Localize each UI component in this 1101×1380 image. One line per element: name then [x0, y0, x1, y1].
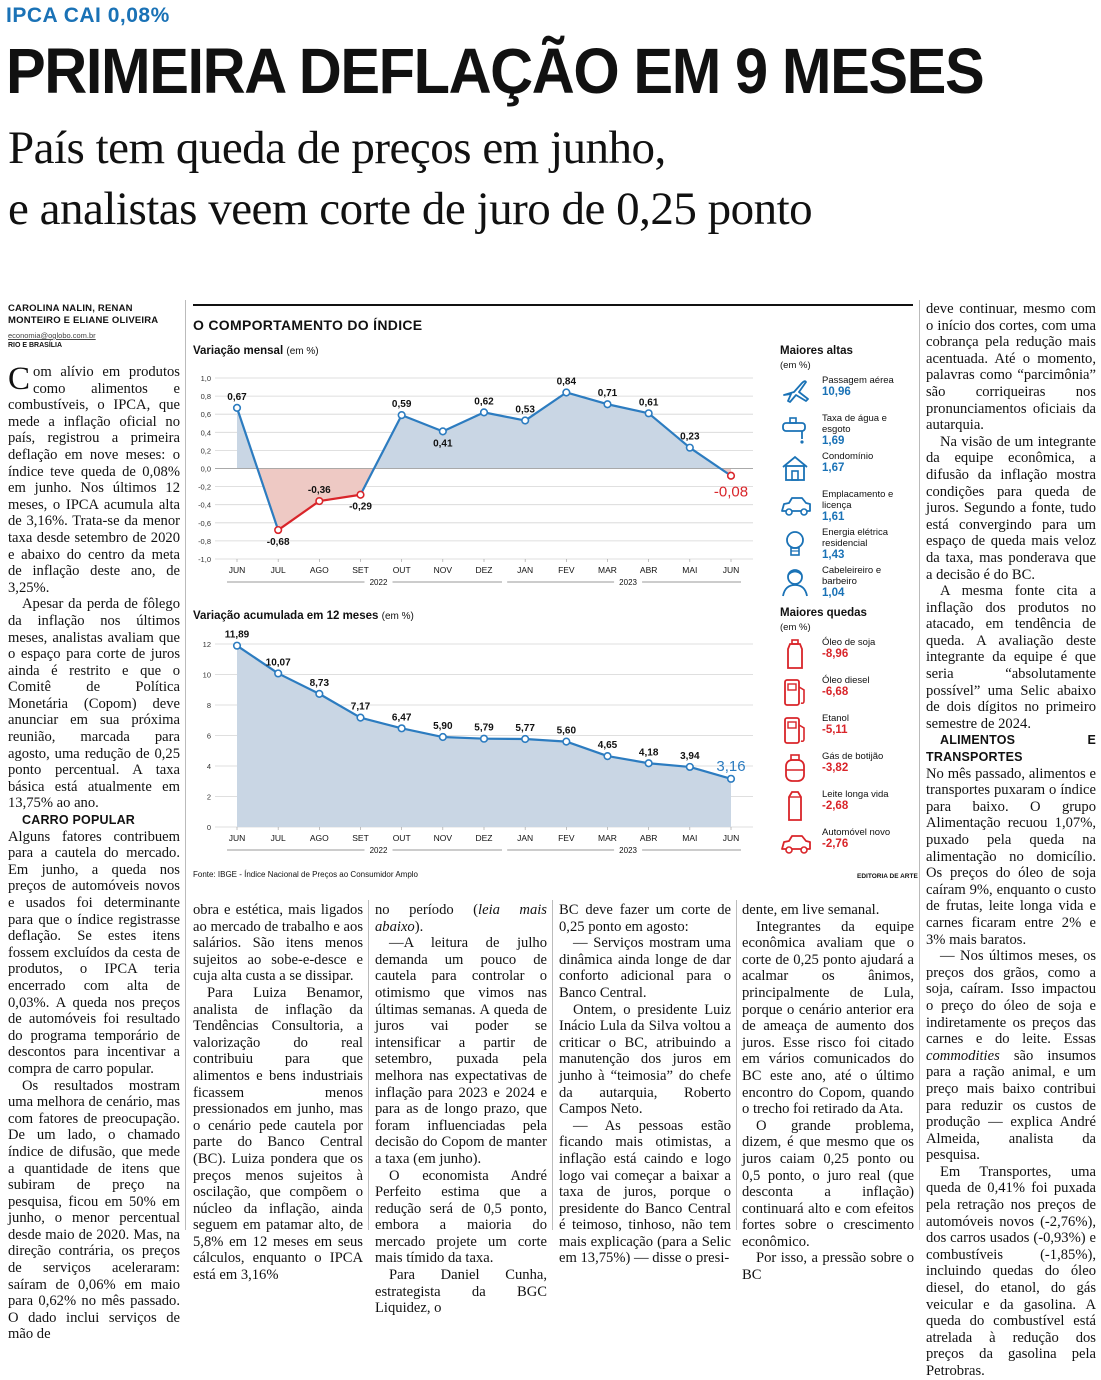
- data-point: [645, 410, 652, 417]
- chart-1-unit: (em %): [286, 346, 318, 357]
- y-tick-label: 4: [207, 762, 211, 771]
- highlights-panel: [780, 345, 910, 865]
- x-tick-label: AGO: [310, 565, 329, 575]
- maiores-altas-unit: (em %): [780, 360, 910, 371]
- x-tick-label: OUT: [393, 833, 411, 843]
- y-tick-label: 1,0: [201, 374, 211, 383]
- byline-city: RIO E BRASÍLIA: [8, 342, 62, 349]
- highlight-item-value: 1,04: [822, 588, 912, 599]
- art-credit: EDITORIA DE ARTE: [857, 873, 918, 880]
- highlight-item-name: Energia elétrica residencial: [822, 527, 888, 549]
- infographic-title: O COMPORTAMENTO DO ÍNDICE: [193, 317, 422, 333]
- data-label: 6,47: [392, 712, 412, 723]
- car-icon: [780, 491, 812, 521]
- article-paragraph: [926, 948, 1096, 1164]
- column-divider: [552, 900, 553, 1230]
- data-point: [481, 735, 488, 742]
- maiores-altas-list: [780, 375, 910, 603]
- data-label: 5,77: [515, 723, 535, 734]
- highlight-item-value: 1,43: [822, 550, 912, 561]
- highlight-item-name: Emplacamento e licença: [822, 489, 893, 511]
- data-label: 0,61: [639, 397, 659, 408]
- article-paragraph: Integrantes da equipe econômica avaliam que o corte de 0,25 ponto ajudará a acalmar os ânimos, principalmente de Lula, porque o cenário anterior era de ameaça de aumento dos juros. Esse risco foi citado em vários comunicados do BC este ano, até o último encontro do Copom, quando o trecho foi retirado da Ata.: [742, 919, 914, 1118]
- data-point: [316, 498, 323, 505]
- x-tick-label: OUT: [393, 565, 411, 575]
- highlight-item: [780, 413, 910, 451]
- fuel-pump-icon: [780, 677, 812, 707]
- data-point: [398, 412, 405, 419]
- highlight-item-label: [822, 789, 912, 812]
- y-tick-label: -0,2: [198, 483, 211, 492]
- data-point: [604, 401, 611, 408]
- highlight-item: [780, 489, 910, 527]
- house-icon: [780, 453, 812, 483]
- subhead: [8, 118, 1098, 240]
- maiores-quedas-title: Maiores quedas: [780, 607, 910, 619]
- highlight-item-label: [822, 713, 912, 736]
- highlight-item-value: -6,68: [822, 687, 912, 698]
- data-point: [687, 444, 694, 451]
- article-paragraph: Alguns fatores contribuem para a cautela do mercado. Em junho, a queda nos preços de automóveis novos e usados foi determinante para que o índice registrasse deflação. Se estes itens fossem excluídos da cesta de produtos, o IPCA teria encerrado com alta de 0,03%. A queda nos preços de automóveis foi resultado do programa temporário de descontos para incentivar a compra de carro popular.: [8, 829, 180, 1078]
- article-paragraph: dente, em live semanal.: [742, 902, 914, 919]
- chart-2-subtitle-text: Variação acumulada em 12 meses: [193, 610, 378, 622]
- data-point: [440, 734, 447, 741]
- highlight-item-label: [822, 527, 912, 561]
- paragraph-text: ).: [415, 919, 424, 935]
- section-heading: ALIMENTOS E TRANSPORTES: [926, 732, 1096, 765]
- paragraph-text: — Nos últimos meses, os preços dos grãos, como a soja, caíram. Isso impactou o preço do óleo de soja e indiretamente os preços das carnes e do leite. Essas: [926, 948, 1096, 1047]
- x-tick-label: AGO: [310, 833, 329, 843]
- highlight-item: [780, 751, 910, 789]
- highlight-item-label: [822, 827, 912, 850]
- kicker: IPCA CAI 0,08%: [6, 4, 170, 28]
- data-point: [728, 472, 735, 479]
- highlight-item-name: Etanol: [822, 713, 849, 724]
- highlight-item-label: [822, 451, 912, 474]
- highlight-item-value: 1,69: [822, 436, 912, 447]
- highlight-item: [780, 637, 910, 675]
- y-tick-label: 2: [207, 793, 211, 802]
- x-tick-label: JAN: [517, 565, 533, 575]
- highlight-item-label: [822, 489, 912, 523]
- year-label: 2022: [370, 578, 388, 587]
- y-tick-label: 8: [207, 701, 211, 710]
- highlight-item-name: Óleo de soja: [822, 637, 875, 648]
- article-paragraph: Os resultados mostram uma melhora de cenário, mas com fatores de preocupação. De um lado, o chamado índice de difusão, que mede a quantidade de itens que subiram de preço na pesquisa, ficou em 50% em junho, o menor percentual desde maio de 2020. Mas, na direção contrária, os preços de serviços aceleraram: saíram de 0,06% em maio para 0,62% no mês passado. O dado inclui serviços de mão de: [8, 1078, 180, 1344]
- highlight-item-value: 1,61: [822, 512, 912, 523]
- data-label: 0,62: [474, 396, 494, 407]
- data-point: [481, 409, 488, 416]
- data-point: [234, 642, 241, 649]
- highlight-item-value: -5,11: [822, 725, 912, 736]
- highlight-item-label: [822, 637, 912, 660]
- chart-2-subtitle: [193, 610, 414, 622]
- article-paragraph: BC deve fazer um corte de 0,25 ponto em agosto:: [559, 902, 731, 935]
- data-label: 0,53: [515, 405, 535, 416]
- column-divider: [736, 900, 737, 1230]
- x-tick-label: MAI: [682, 565, 697, 575]
- highlight-item-name: Taxa de água e esgoto: [822, 413, 887, 435]
- y-tick-label: 0,8: [201, 392, 211, 401]
- highlight-item: [780, 713, 910, 751]
- article-paragraph: A mesma fonte cita a inflação dos produtos no atacado, em tendência de queda. A avaliação deste integrante da equipe é que seria “absolutamente possível” uma Selic abaixo de dois dígitos no primeiro semestre de 2024.: [926, 583, 1096, 732]
- oil-bottle-icon: [780, 639, 812, 669]
- data-point: [604, 753, 611, 760]
- article-paragraph: obra e estética, mais ligados ao mercado de trabalho e aos salários. São itens menos sujeitos ao sobe-e-desce e cuja alta custa a se dissipar.: [193, 902, 363, 985]
- headline: PRIMEIRA DEFLAÇÃO EM 9 MESES: [6, 38, 1020, 104]
- data-label: -0,36: [308, 485, 331, 496]
- article-paragraph: O economista André Perfeito estima que a redução será de 0,5 ponto, embora a maioria do mercado projete um corte mais tímido da taxa.: [375, 1168, 547, 1268]
- year-label: 2022: [370, 846, 388, 855]
- data-point: [522, 417, 529, 424]
- highlight-item-value: 10,96: [822, 387, 912, 398]
- highlight-item-label: [822, 413, 912, 447]
- y-tick-label: 0,0: [201, 465, 211, 474]
- data-point: [357, 491, 364, 498]
- byline-authors: CAROLINA NALIN, RENAN MONTEIRO E ELIANE OLIVEIRA: [8, 303, 183, 327]
- column-divider: [368, 900, 369, 1230]
- highlight-item: [780, 451, 910, 489]
- chart-1-subtitle-text: Variação mensal: [193, 345, 283, 357]
- data-label: 0,71: [598, 388, 618, 399]
- data-label: 5,60: [557, 726, 577, 737]
- data-point: [398, 725, 405, 732]
- x-tick-label: JUN: [229, 565, 246, 575]
- article-paragraph: Em Transportes, uma queda de 0,41% foi puxada pela retração nos preços de automóveis novos (-2,76%), dos carros usados (-0,93%) e combustíveis (-1,85%), incluindo quedas do óleo diesel, do etanol, do gás veicular e da gasolina. A queda do combustível está atrelada à redução dos preços da gasolina pela Petrobras.: [926, 1164, 1096, 1380]
- maiores-quedas-list: [780, 637, 910, 865]
- x-tick-label: NOV: [434, 565, 453, 575]
- article-paragraph: deve continuar, mesmo com o início dos cortes, com uma cobrança pela redução mais acentuada. Até o momento, palavras como “parcimônia” são corriqueiras nos pronunciamentos oficiais da autarquia.: [926, 301, 1096, 434]
- data-point: [316, 691, 323, 698]
- chart-2-unit: (em %): [382, 611, 414, 622]
- data-label: 0,23: [680, 432, 700, 443]
- y-tick-label: 0,6: [201, 410, 211, 419]
- highlight-item: [780, 565, 910, 603]
- article-paragraph: —A leitura de julho demanda um pouco de cautela para controlar o otimismo que vimos nas últimas semanas. A queda de juros vai poder se intensificar a partir de setembro, puxada pela melhora nas expectativas de inflação para 2023 e 2024 e para as de longo prazo, que foram influenciadas pela decisão do Copom de manter a taxa (em junho).: [375, 935, 547, 1167]
- data-label: 5,79: [474, 723, 494, 734]
- article-column-1: [8, 364, 180, 1343]
- paragraph-text: om alívio em produtos como alimentos e combustíveis, o IPCA, que mede a inflação oficial no país, registrou a primeira deflação em nove meses: o índice teve queda de 0,08% em junho. Nos últimos 12 meses, o IPCA acumula alta de 3,16%. Trata-se da menor taxa desde setembro de 2020 e abaixo do centro da meta de inflação deste ano, de 3,25%.: [8, 364, 180, 596]
- year-label: 2023: [619, 578, 637, 587]
- highlight-item-value: -8,96: [822, 649, 912, 660]
- section-heading: CARRO POPULAR: [8, 812, 180, 829]
- highlight-item-name: Passagem aérea: [822, 375, 894, 386]
- maiores-quedas-unit: (em %): [780, 622, 910, 633]
- highlight-item-label: [822, 375, 912, 398]
- y-tick-label: 6: [207, 732, 211, 741]
- x-tick-label: JUL: [271, 565, 286, 575]
- faucet-icon: [780, 415, 812, 445]
- airplane-icon: [780, 377, 812, 407]
- y-tick-label: 0,2: [201, 446, 211, 455]
- drop-cap: C: [8, 366, 30, 393]
- data-point: [563, 738, 570, 745]
- subhead-line-2: e analistas veem corte de juro de 0,25 ponto: [8, 179, 1098, 240]
- subhead-line-1: País tem queda de preços em junho,: [8, 118, 1098, 179]
- article-paragraph: Para Daniel Cunha, estrategista da BGC Liquidez, o: [375, 1267, 547, 1317]
- read-more-link[interactable]: leia mais abaixo: [375, 902, 547, 935]
- highlight-item: [780, 827, 910, 865]
- x-tick-label: DEZ: [476, 833, 493, 843]
- data-label: 5,90: [433, 721, 453, 732]
- highlight-item: [780, 527, 910, 565]
- data-label: 3,16: [716, 758, 745, 775]
- data-label: 8,73: [310, 678, 330, 689]
- x-tick-label: FEV: [558, 565, 575, 575]
- article-paragraph: Ontem, o presidente Luiz Inácio Lula da Silva voltou a criticar o BC, atribuindo a manutenção dos juros em junho à “teimosia” do chefe da autarquia, Roberto Campos Neto.: [559, 1002, 731, 1118]
- highlight-item: [780, 789, 910, 827]
- highlight-item-value: -2,68: [822, 801, 912, 812]
- highlight-item-name: Cabeleireiro e barbeiro: [822, 565, 881, 587]
- highlight-item-label: [822, 675, 912, 698]
- data-label: -0,68: [267, 537, 290, 548]
- lightbulb-icon: [780, 529, 812, 559]
- x-tick-label: SET: [352, 565, 369, 575]
- x-tick-label: ABR: [640, 565, 657, 575]
- byline-email[interactable]: economia@oglobo.com.br: [8, 331, 96, 340]
- highlight-item-name: Leite longa vida: [822, 789, 889, 800]
- data-label: 4,18: [639, 747, 659, 758]
- year-label: 2023: [619, 846, 637, 855]
- article-column-6: [926, 301, 1096, 1380]
- chart-1-subtitle: [193, 345, 319, 357]
- person-icon: [780, 567, 812, 597]
- car-icon: [780, 829, 812, 859]
- highlight-item-name: Óleo diesel: [822, 675, 870, 686]
- data-point: [687, 764, 694, 771]
- y-tick-label: -0,4: [198, 501, 211, 510]
- maiores-altas-title: Maiores altas: [780, 345, 910, 357]
- data-point: [440, 428, 447, 435]
- data-point: [275, 527, 282, 534]
- article-paragraph: [8, 364, 180, 596]
- x-tick-label: JAN: [517, 833, 533, 843]
- highlight-item-name: Gás de botijão: [822, 751, 883, 762]
- data-label: -0,29: [349, 502, 372, 513]
- data-label: -0,08: [714, 484, 748, 501]
- highlight-item: [780, 675, 910, 713]
- y-tick-label: 10: [203, 671, 211, 680]
- data-point: [645, 760, 652, 767]
- x-tick-label: SET: [352, 833, 369, 843]
- data-point: [522, 736, 529, 743]
- article-paragraph: [375, 902, 547, 935]
- infographic-top-rule: [193, 304, 913, 306]
- data-label: 10,07: [266, 657, 291, 668]
- column-divider: [185, 300, 186, 1230]
- article-paragraph: — Serviços mostram uma dinâmica ainda longe de dar conforto adicional para o Banco Central.: [559, 935, 731, 1001]
- data-label: 0,59: [392, 399, 412, 410]
- x-tick-label: JUN: [723, 565, 740, 575]
- article-paragraph: Apesar da perda de fôlego da inflação nos últimos meses, analistas avaliam que o espaço para corte de juros ainda é restrito e que o Comitê de Política Monetária (Copom) deve anunciar em sua próxima reunião, marcada para agosto, uma redução de 0,25 ponto percentual. A taxa básica está atualmente em 13,75% ao ano.: [8, 596, 180, 812]
- monthly-variation-chart: [193, 362, 768, 607]
- data-point: [275, 670, 282, 677]
- data-label: 0,41: [433, 438, 453, 449]
- highlight-item: [780, 375, 910, 413]
- y-tick-label: -0,8: [198, 537, 211, 546]
- data-label: 3,94: [680, 751, 700, 762]
- fuel-pump-icon: [780, 715, 812, 745]
- article-paragraph: Na visão de um integrante da equipe econômica, a difusão da inflação mostra condições para queda de juros. Segundo a fonte, tudo está convergindo para um espaço de queda mais veloz da taxa, mas ponderava que a decisão é do BC.: [926, 434, 1096, 583]
- x-tick-label: MAI: [682, 833, 697, 843]
- highlight-item-name: Automóvel novo: [822, 827, 890, 838]
- y-tick-label: -0,6: [198, 519, 211, 528]
- data-label: 0,84: [557, 376, 577, 387]
- column-divider: [919, 300, 920, 1230]
- chart-source: Fonte: IBGE - Índice Nacional de Preços ao Consumidor Amplo: [193, 870, 418, 879]
- data-label: 7,17: [351, 702, 371, 713]
- x-tick-label: JUL: [271, 833, 286, 843]
- article-paragraph: — As pessoas estão ficando mais otimistas, a inflação está caindo e logo logo vai começar a baixar a taxa de juros, porque o presidente do Banco Central é teimoso, tinhoso, não tem mais explicação (para a Selic em 13,75%) — disse o presi-: [559, 1118, 731, 1267]
- x-tick-label: JUN: [723, 833, 740, 843]
- article-paragraph: Para Luiza Benamor, analista de inflação da Tendências Consultoria, a valorização do real contribuiu para que alimentos e bens industriais ficassem menos pressionados em junho, mas o cenário pede cautela por parte do Banco Central (BC). Luiza pondera que os preços menos sujeitos à oscilação, que compõem o núcleo da inflação, ainda seguem em patamar alto, de 5,8% em 12 meses em seus cálculos, enquanto o IPCA está em 3,16%: [193, 985, 363, 1284]
- article-paragraph: O grande problema, dizem, é que mesmo que os juros caiam 0,25 ponto ou 0,5 ponto, o juro real (que desconta a inflação) continuará alto e com efeitos fortes sobre o crescimento econômico.: [742, 1118, 914, 1251]
- x-tick-label: JUN: [229, 833, 246, 843]
- y-tick-label: 12: [203, 640, 211, 649]
- highlight-item-label: [822, 565, 912, 599]
- x-tick-label: ABR: [640, 833, 657, 843]
- article-paragraph: No mês passado, alimentos e transportes puxaram o índice para baixo. O grupo Alimentação recuou 1,07%, puxado pela queda na alimentação no domicílio. Os preços do óleo de soja caíram 9%, enquanto o custo de frutas, leite longa vida e carnes ficaram entre 2% e 3% mais baratos.: [926, 766, 1096, 949]
- highlight-item-label: [822, 751, 912, 774]
- highlight-item-name: Condomínio: [822, 451, 873, 462]
- paragraph-text: no período (: [375, 902, 478, 918]
- highlight-item-value: -2,76: [822, 839, 912, 850]
- x-tick-label: DEZ: [476, 565, 493, 575]
- data-point: [728, 776, 735, 783]
- article-column-3: [375, 902, 547, 1317]
- highlight-item-value: -3,82: [822, 763, 912, 774]
- y-tick-label: 0: [207, 823, 211, 832]
- article-column-5: [742, 902, 914, 1284]
- x-tick-label: FEV: [558, 833, 575, 843]
- x-tick-label: NOV: [434, 833, 453, 843]
- highlight-item-value: 1,67: [822, 463, 912, 474]
- y-tick-label: -1,0: [198, 555, 211, 564]
- data-point: [563, 389, 570, 396]
- data-label: 4,65: [598, 740, 618, 751]
- article-column-2: [193, 902, 363, 1284]
- italic-term: commodities: [926, 1048, 1000, 1064]
- paragraph-text: são insumos para a ração animal, e um preço mais baixo contribui para reduzir os custos de produção — explica André Almeida, analista da pesquisa.: [926, 1048, 1096, 1164]
- article-paragraph: Por isso, a pressão sobre o BC: [742, 1250, 914, 1283]
- accumulated-12m-chart: [193, 628, 768, 866]
- gas-cylinder-icon: [780, 753, 812, 783]
- x-tick-label: MAR: [598, 833, 617, 843]
- data-point: [357, 714, 364, 721]
- x-tick-label: MAR: [598, 565, 617, 575]
- data-label: 11,89: [225, 630, 250, 641]
- y-tick-label: 0,4: [201, 428, 211, 437]
- data-label: 0,67: [227, 392, 247, 403]
- milk-carton-icon: [780, 791, 812, 821]
- data-point: [234, 405, 241, 412]
- article-column-4: [559, 902, 731, 1267]
